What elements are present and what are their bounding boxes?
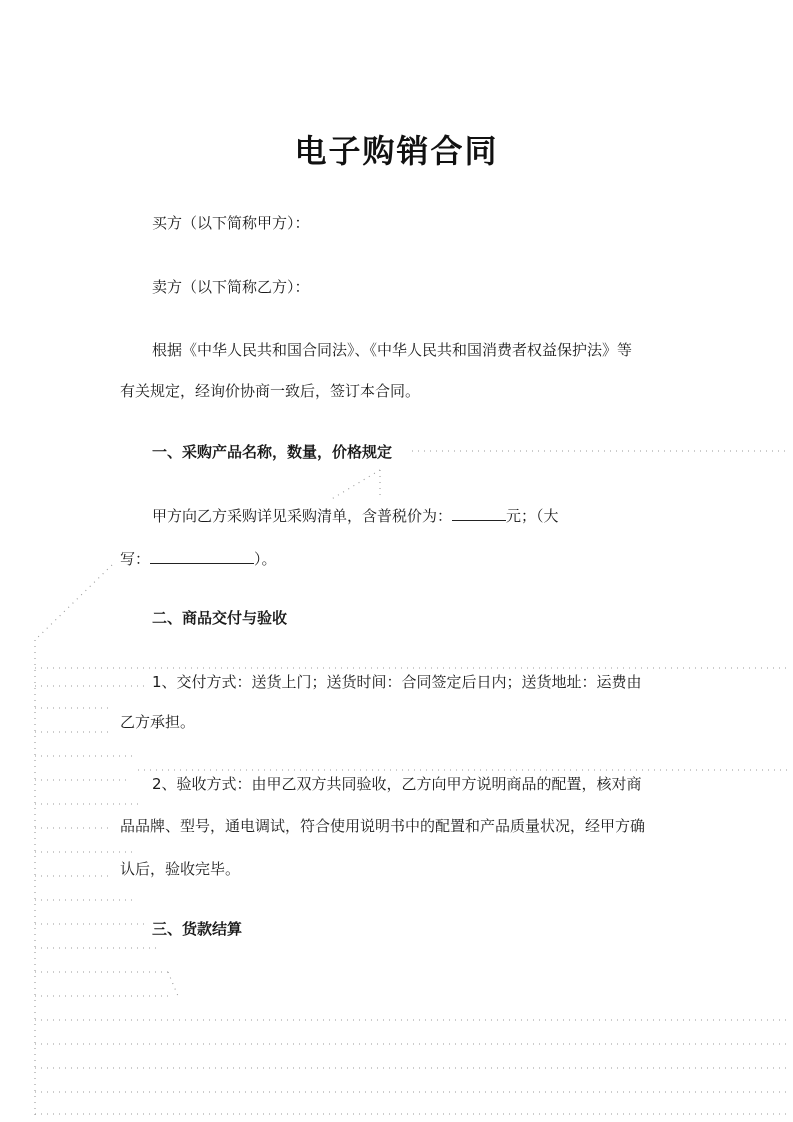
- price-yuan-text: 元；（大: [506, 507, 559, 525]
- delivery-line-2: 乙方承担。: [120, 713, 196, 731]
- acceptance-line-2: 品品牌、型号，通电调试，符合使用说明书中的配置和产品质量状况，经甲方确: [120, 817, 646, 835]
- capital-blank: [150, 549, 254, 564]
- section-heading-3: 三、货款结算: [152, 920, 243, 938]
- acceptance-line-1: 2、验收方式：由甲乙双方共同验收，乙方向甲方说明商品的配置，核对商: [152, 775, 642, 793]
- capital-close: ）。: [254, 550, 277, 568]
- price-text: 甲方向乙方采购详见采购清单，含普税价为：: [152, 507, 453, 525]
- price-blank: [452, 506, 506, 521]
- delivery-line-1: 1、交付方式：送货上门；送货时间：合同签定后日内；送货地址：运费由: [152, 673, 642, 691]
- section-heading-2: 二、商品交付与验收: [152, 609, 288, 627]
- acceptance-line-3: 认后，验收完毕。: [120, 860, 241, 878]
- section-heading-1: 一、采购产品名称，数量，价格规定: [152, 443, 393, 461]
- document-title: 电子购销合同: [294, 132, 499, 170]
- seller-line: 卖方（以下简称乙方）：: [152, 278, 310, 296]
- buyer-line: 买方（以下简称甲方）：: [152, 214, 310, 232]
- price-line-1: [152, 505, 559, 526]
- basis-paragraph-line-1: 根据《中华人民共和国合同法》、《中华人民共和国消费者权益保护法》等: [152, 341, 633, 359]
- price-line-2: [120, 548, 277, 569]
- basis-paragraph-line-2: 有关规定，经询价协商一致后，签订本合同。: [120, 382, 421, 400]
- capital-label: 写：: [120, 550, 151, 568]
